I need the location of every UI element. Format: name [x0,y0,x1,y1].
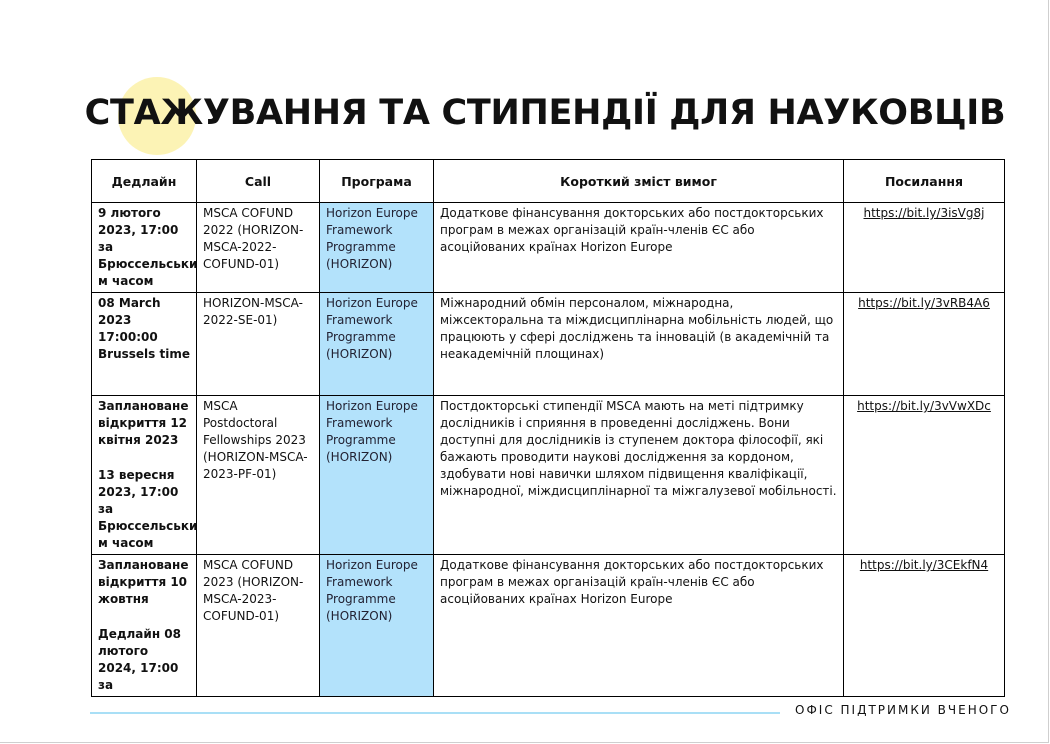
deadline-text: 9 лютого 2023, 17:00 за Брюссельськи м часом [98,206,198,288]
deadline-extra-text: Дедлайн 08 лютого 2024, 17:00 за [98,627,181,692]
deadline-text: Заплановане відкриття 10 жовтня [98,558,189,606]
summary-cell: Постдокторські стипендії MSCA мають на меті підтримку дослідників і сприяння в проведенні досліджень. Вони доступні для дослідників із ступенем доктора філософії, які бажають проводити наукові дослідження за кордоном, здобувати нові навички шляхом підвищення кваліфікації, міжнародної, міждисциплінарної та міжгалузевої мобільності. [434,396,844,555]
link-cell [844,396,1005,555]
table-header-row [92,160,1005,203]
call-cell: HORIZON-MSCA-2022-SE-01) [197,293,320,396]
footer-label: ОФІС ПІДТРИМКИ ВЧЕНОГО [795,703,1011,717]
page-title: СТАЖУВАННЯ ТА СТИПЕНДІЇ ДЛЯ НАУКОВЦІВ [84,93,1006,133]
link-cell [844,293,1005,396]
call-cell: MSCA COFUND 2023 (HORIZON-MSCA-2023-COFUND-01) [197,555,320,697]
summary-cell: Додаткове фінансування докторських або постдокторських програм в межах організацій країн-членів ЄС або асоційованих країнах Horizon Europe [434,203,844,293]
deadline-text: Заплановане відкриття 12 квітня 2023 [98,399,189,447]
deadline-extra-text: 13 вересня 2023, 17:00 за Брюссельськи м часом [98,468,198,550]
footer-divider [90,712,780,714]
deadline-cell [92,293,197,396]
deadline-cell [92,203,197,293]
deadline-cell [92,396,197,555]
program-cell: Horizon Europe Framework Programme (HORIZON) [320,555,434,697]
table-row [92,203,1005,293]
program-cell: Horizon Europe Framework Programme (HORIZON) [320,396,434,555]
grants-table [91,159,1005,697]
link[interactable]: https://bit.ly/3CEkfN4 [859,558,989,572]
link[interactable]: https://bit.ly/3vRB4A6 [858,296,990,310]
program-cell: Horizon Europe Framework Programme (HORIZON) [320,203,434,293]
link-cell [844,555,1005,697]
table-row [92,396,1005,555]
table-row [92,555,1005,697]
table-row [92,293,1005,396]
header-link: Посилання [844,160,1005,203]
deadline-cell [92,555,197,697]
header-deadline: Дедлайн [92,160,197,203]
call-cell: MSCA COFUND 2022 (HORIZON-MSCA-2022-COFUND-01) [197,203,320,293]
call-cell: MSCA Postdoctoral Fellowships 2023 (HORIZON-MSCA-2023-PF-01) [197,396,320,555]
summary-cell: Міжнародний обмін персоналом, міжнародна, міжсекторальна та міждисциплінарна мобільність людей, що працюють у сфері досліджень та інновацій (в академічній та неакадемічній площинах) [434,293,844,396]
summary-cell: Додаткове фінансування докторських або постдокторських програм в межах організацій країн-членів ЄС або асоційованих країнах Horizon Europe [434,555,844,697]
link[interactable]: https://bit.ly/3isVg8j [863,206,985,220]
link-cell [844,203,1005,293]
header-summary: Короткий зміст вимог [434,160,844,203]
header-call: Call [197,160,320,203]
header-program: Програма [320,160,434,203]
deadline-text: 08 March 2023 17:00:00 Brussels time [98,296,190,361]
program-cell: Horizon Europe Framework Programme (HORIZON) [320,293,434,396]
link[interactable]: https://bit.ly/3vVwXDc [857,399,991,413]
